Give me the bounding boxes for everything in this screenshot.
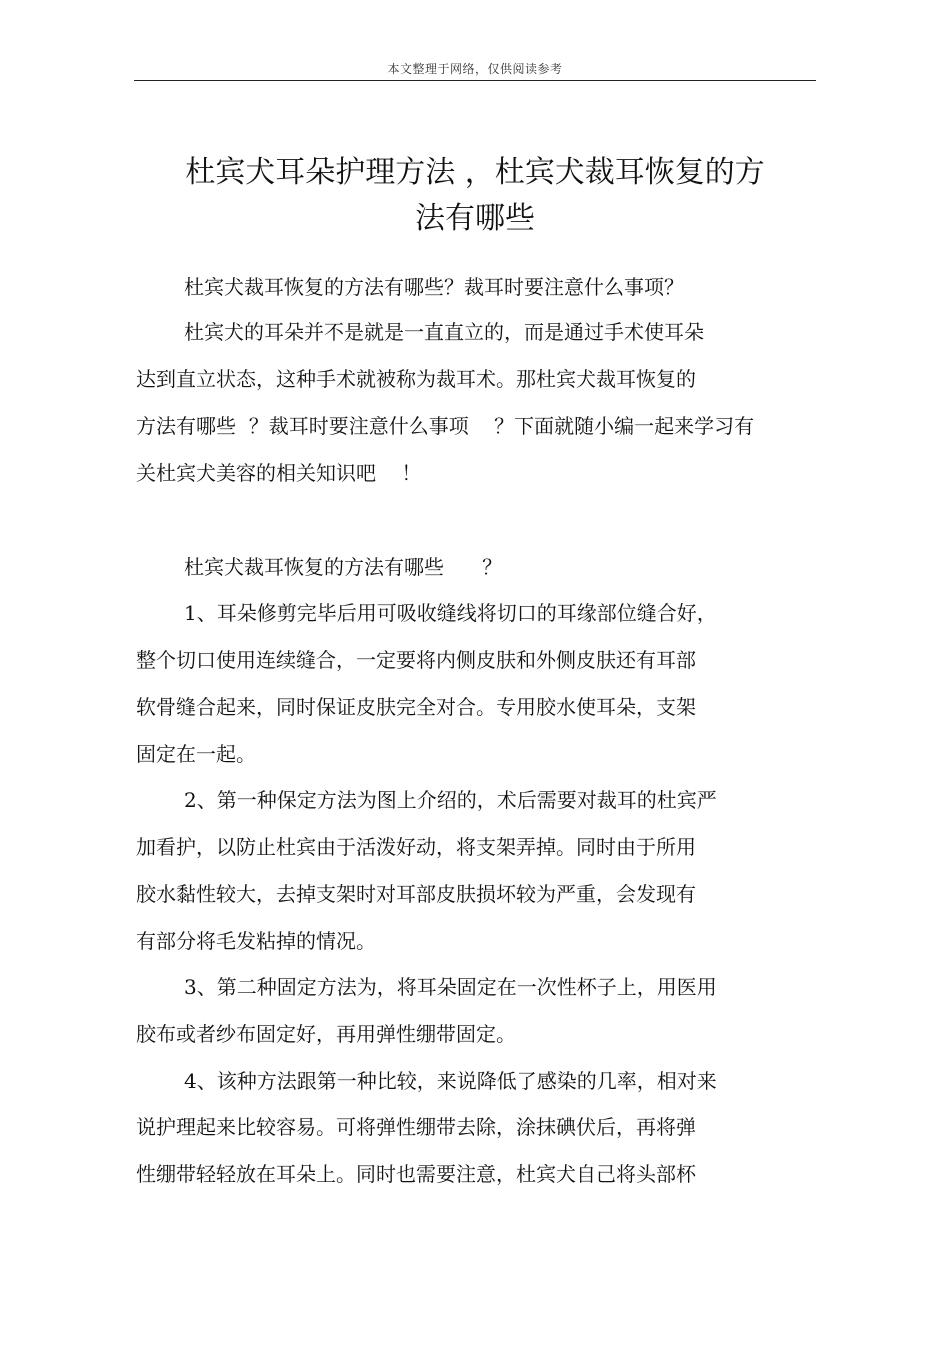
body-line: 1、耳朵修剪完毕后用可吸收缝线将切口的耳缘部位缝合好， — [184, 601, 717, 625]
body-line: 3、第二种固定方法为，将耳朵固定在一次性杯子上，用医用 — [184, 975, 717, 999]
body-line: 整个切口使用连续缝合，一定要将内侧皮肤和外侧皮肤还有耳部 — [136, 648, 696, 672]
title-line-2: 法有哪些 — [415, 201, 535, 236]
section-heading: 杜宾犬裁耳恢复的方法有哪些 ？ — [184, 555, 503, 579]
body-line: 方法有哪些 ？裁耳时要注意什么事项 ？下面就随小编一起来学习有 — [136, 414, 755, 438]
body-line: 达到直立状态，这种手术就被称为裁耳术。那杜宾犬裁耳恢复的 — [136, 367, 696, 391]
body-line: 杜宾犬的耳朵并不是就是一直直立的，而是通过手术使耳朵 — [184, 320, 704, 344]
body-line: 胶水黏性较大，去掉支架时对耳部皮肤损坏较为严重，会发现有 — [136, 882, 696, 906]
body-line: 性绷带轻轻放在耳朵上。同时也需要注意，杜宾犬自己将头部杯 — [136, 1162, 696, 1186]
header-divider — [134, 80, 816, 81]
body-line: 固定在一起。 — [136, 742, 256, 766]
title-line-1: 杜宾犬耳朵护理方法 ，杜宾犬裁耳恢复的方 — [185, 155, 765, 190]
body-line: 4、该种方法跟第一种比较，来说降低了感染的几率，相对来 — [184, 1069, 717, 1093]
page-header-note: 本文整理于网络，仅供阅读参考 — [387, 62, 563, 76]
document-title — [130, 150, 820, 242]
body-line: 2、第一种保定方法为图上介绍的，术后需要对裁耳的杜宾严 — [184, 788, 717, 812]
body-line: 软骨缝合起来，同时保证皮肤完全对合。专用胶水使耳朵，支架 — [136, 695, 696, 719]
body-line: 有部分将毛发粘掉的情况。 — [136, 929, 376, 953]
body-line: 胶布或者纱布固定好，再用弹性绷带固定。 — [136, 1022, 516, 1046]
body-line: 说护理起来比较容易。可将弹性绷带去除，涂抹碘伏后，再将弹 — [136, 1115, 696, 1139]
body-line: 杜宾犬裁耳恢复的方法有哪些？裁耳时要注意什么事项？ — [184, 275, 684, 299]
body-line: 加看护，以防止杜宾由于活泼好动，将支架弄掉。同时由于所用 — [136, 835, 696, 859]
body-line: 关杜宾犬美容的相关知识吧 ！ — [136, 461, 422, 485]
